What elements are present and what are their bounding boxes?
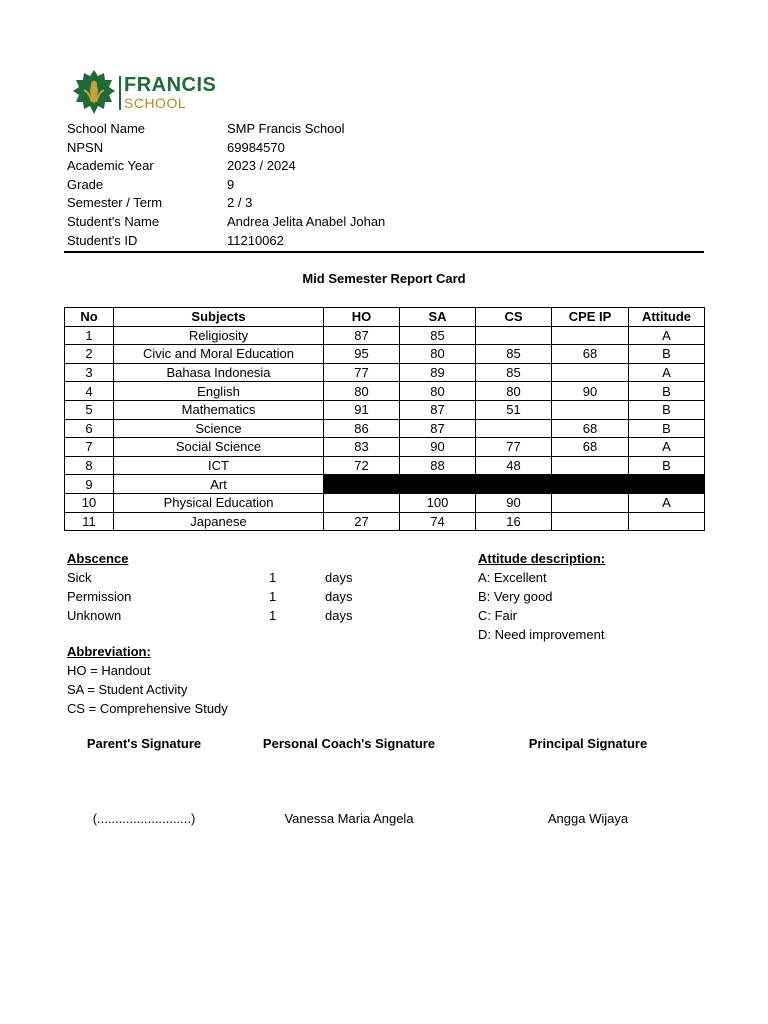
cs-score	[476, 475, 552, 494]
cpe-ip-score	[552, 363, 629, 382]
absence-count: 1	[269, 589, 277, 604]
absence-label: Unknown	[67, 608, 122, 623]
info-label: Semester / Term	[67, 195, 163, 211]
cpe-ip-score	[552, 400, 629, 419]
table-header-row	[65, 308, 705, 327]
cpe-ip-score	[552, 326, 629, 345]
absence-row	[67, 568, 427, 587]
cs-score: 90	[476, 493, 552, 512]
absence-section	[67, 549, 427, 625]
table-row	[65, 363, 705, 382]
absence-unit: days	[325, 589, 353, 604]
attitude-grade: A	[629, 493, 705, 512]
attitude-grade: A	[629, 438, 705, 457]
info-row	[67, 176, 667, 195]
coach-signature-title: Personal Coach's Signature	[262, 736, 436, 751]
column-header: Subjects	[114, 308, 324, 327]
attitude-grade	[629, 512, 705, 531]
info-value: 69984570	[227, 139, 285, 155]
cs-score: 85	[476, 363, 552, 382]
abbreviation-item: CS = Comprehensive Study	[67, 701, 228, 716]
ho-score: 72	[324, 456, 400, 475]
column-header: CS	[476, 308, 552, 327]
table-row	[65, 382, 705, 401]
info-row	[67, 120, 667, 139]
attitude-grade: B	[629, 345, 705, 364]
row-number: 7	[65, 438, 114, 457]
sa-score: 74	[400, 512, 476, 531]
info-row	[67, 232, 667, 251]
attitude-grade: B	[629, 382, 705, 401]
attitude-grade	[629, 475, 705, 494]
subject-name: Bahasa Indonesia	[114, 363, 324, 382]
school-logo	[72, 68, 217, 118]
table-row	[65, 493, 705, 512]
row-number: 9	[65, 475, 114, 494]
absence-row	[67, 606, 427, 625]
attitude-item: C: Fair	[478, 608, 517, 623]
parent-signature-name: (..........................)	[92, 811, 196, 826]
row-number: 3	[65, 363, 114, 382]
cpe-ip-score: 68	[552, 345, 629, 364]
ho-score: 80	[324, 382, 400, 401]
sa-score: 80	[400, 382, 476, 401]
ho-score	[324, 493, 400, 512]
sa-score: 87	[400, 419, 476, 438]
sa-score: 89	[400, 363, 476, 382]
cs-score	[476, 419, 552, 438]
abbreviation-heading: Abbreviation:	[67, 644, 151, 659]
attitude-grade: B	[629, 400, 705, 419]
row-number: 1	[65, 326, 114, 345]
subject-name: Art	[114, 475, 324, 494]
subject-name: Religiosity	[114, 326, 324, 345]
cs-score: 77	[476, 438, 552, 457]
cs-score: 80	[476, 382, 552, 401]
row-number: 5	[65, 400, 114, 419]
ho-score: 77	[324, 363, 400, 382]
logo-text-school: SCHOOL	[124, 95, 187, 111]
abbreviation-item: SA = Student Activity	[67, 682, 188, 697]
info-label: Academic Year	[67, 158, 154, 174]
info-value: 2 / 3	[227, 195, 253, 211]
sa-score: 85	[400, 326, 476, 345]
column-header: SA	[400, 308, 476, 327]
ho-score: 86	[324, 419, 400, 438]
sa-score: 80	[400, 345, 476, 364]
info-row	[67, 139, 667, 158]
cs-score: 51	[476, 400, 552, 419]
table-row	[65, 456, 705, 475]
ho-score: 95	[324, 345, 400, 364]
attitude-grade: A	[629, 363, 705, 382]
cs-score	[476, 326, 552, 345]
absence-unit: days	[325, 608, 353, 623]
absence-label: Permission	[67, 589, 132, 604]
cpe-ip-score	[552, 493, 629, 512]
attitude-grade: B	[629, 419, 705, 438]
coach-signature-name: Vanessa Maria Angela	[284, 811, 414, 826]
row-number: 8	[65, 456, 114, 475]
sa-score: 100	[400, 493, 476, 512]
parent-signature-title: Parent's Signature	[86, 736, 202, 751]
info-label: Grade	[67, 176, 104, 192]
info-label: School Name	[67, 121, 146, 136]
table-row	[65, 345, 705, 364]
cs-score: 85	[476, 345, 552, 364]
report-title: Mid Semester Report Card	[302, 271, 466, 286]
info-row	[67, 157, 667, 176]
ho-score: 27	[324, 512, 400, 531]
sa-score: 87	[400, 400, 476, 419]
principal-signature-title: Principal Signature	[528, 736, 648, 751]
absence-row	[67, 587, 427, 606]
table-row	[65, 438, 705, 457]
logo-text-francis: FRANCIS	[124, 74, 217, 96]
attitude-grade: B	[629, 456, 705, 475]
row-number: 6	[65, 419, 114, 438]
subject-name: Social Science	[114, 438, 324, 457]
cpe-ip-score: 68	[552, 419, 629, 438]
header-divider	[64, 251, 704, 253]
column-header: HO	[324, 308, 400, 327]
table-row	[65, 512, 705, 531]
cpe-ip-score: 90	[552, 382, 629, 401]
cpe-ip-score	[552, 512, 629, 531]
info-row	[67, 213, 667, 232]
sa-score: 90	[400, 438, 476, 457]
grades-table	[64, 307, 705, 531]
subject-name: Mathematics	[114, 400, 324, 419]
row-number: 11	[65, 512, 114, 531]
ho-score: 91	[324, 400, 400, 419]
absence-heading: Abscence	[67, 551, 129, 566]
info-value: 9	[227, 176, 235, 192]
sa-score: 88	[400, 456, 476, 475]
table-row	[65, 326, 705, 345]
info-row	[67, 194, 667, 213]
cpe-ip-score	[552, 456, 629, 475]
student-info	[67, 120, 667, 250]
abbreviation-item: HO = Handout	[67, 663, 151, 678]
subject-name: Japanese	[114, 512, 324, 531]
cpe-ip-score: 68	[552, 438, 629, 457]
row-number: 10	[65, 493, 114, 512]
column-header: No	[65, 308, 114, 327]
ho-score	[324, 475, 400, 494]
subject-name: ICT	[114, 456, 324, 475]
sa-score	[400, 475, 476, 494]
row-number: 4	[65, 382, 114, 401]
info-value: SMP Francis School	[227, 121, 345, 136]
subject-name: English	[114, 382, 324, 401]
absence-label: Sick	[67, 570, 92, 585]
attitude-item: D: Need improvement	[478, 627, 605, 642]
school-emblem-icon	[72, 68, 116, 118]
info-label: Student's ID	[67, 232, 138, 248]
subject-name: Physical Education	[114, 493, 324, 512]
ho-score: 83	[324, 438, 400, 457]
attitude-item: A: Excellent	[478, 570, 547, 585]
subject-name: Science	[114, 419, 324, 438]
table-row	[65, 400, 705, 419]
logo-divider	[119, 76, 121, 110]
column-header: CPE IP	[552, 308, 629, 327]
attitude-heading: Attitude description:	[478, 551, 606, 566]
info-value: 2023 / 2024	[227, 158, 296, 174]
info-label: Student's Name	[67, 213, 160, 229]
absence-count: 1	[269, 608, 277, 623]
info-value: 11210062	[227, 232, 284, 248]
cs-score: 48	[476, 456, 552, 475]
cpe-ip-score	[552, 475, 629, 494]
ho-score: 87	[324, 326, 400, 345]
attitude-item: B: Very good	[478, 589, 553, 604]
table-row	[65, 475, 705, 494]
info-label: NPSN	[67, 139, 104, 155]
cs-score: 16	[476, 512, 552, 531]
attitude-grade: A	[629, 326, 705, 345]
info-value: Andrea Jelita Anabel Johan	[227, 213, 386, 229]
principal-signature-name: Angga Wijaya	[547, 811, 629, 826]
row-number: 2	[65, 345, 114, 364]
absence-unit: days	[325, 570, 353, 585]
column-header: Attitude	[629, 308, 705, 327]
subject-name: Civic and Moral Education	[114, 345, 324, 364]
abbreviation-section	[67, 642, 367, 718]
absence-count: 1	[269, 570, 277, 585]
table-row	[65, 419, 705, 438]
attitude-description	[478, 549, 698, 644]
